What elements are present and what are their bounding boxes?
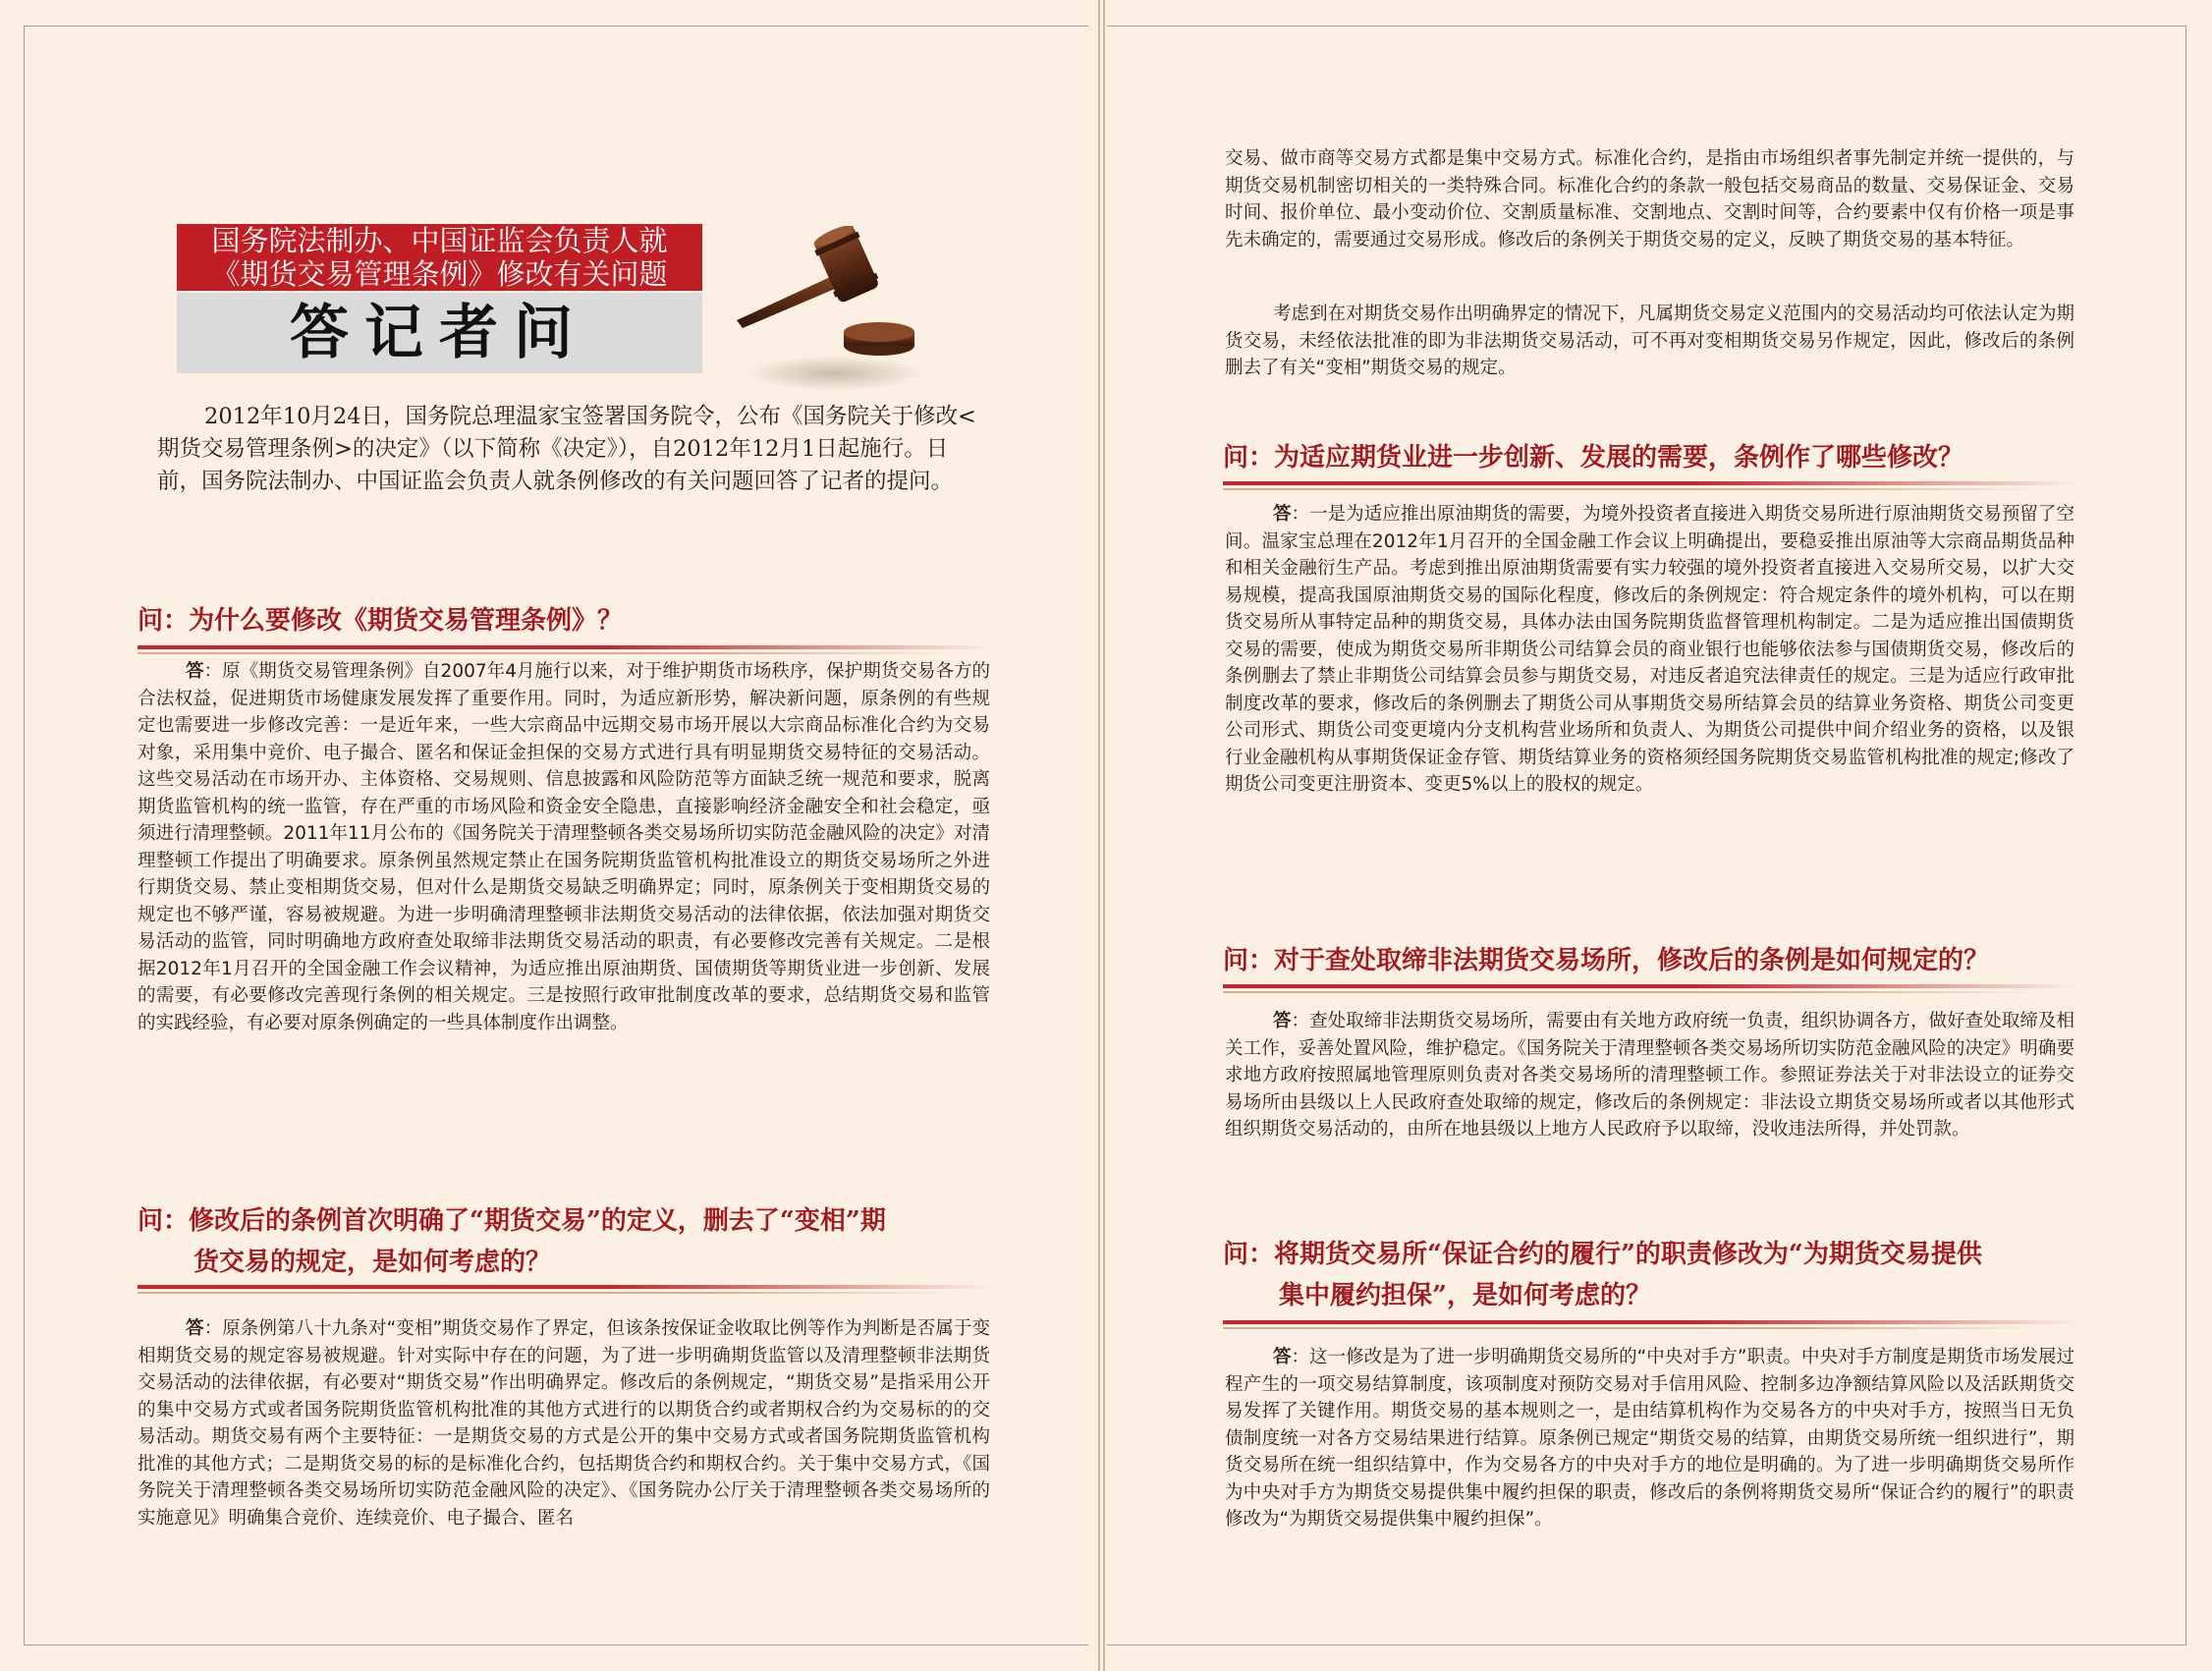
question-2-rule <box>138 1285 992 1289</box>
answer-label: 答 <box>1273 1347 1292 1367</box>
answer-2-continuation: 交易、做市商等交易方式都是集中交易方式。标准化合约，是指由市场组织者事先制定并统一提供的，与期货交易机制密切相关的一类特殊合同。标准化合约的条款一般包括交易商品的数量、交易保证金、交易时间、报价单位、最小变动价位、交割质量标准、交割地点、交割时间等，合约要素中仅有价格一项是事先未确定的，需要通过交易形成。修改后的条例关于期货交易的定义，反映了期货交易的基本特征。 <box>1225 148 2074 251</box>
answer-1-text: 答：原《期货交易管理条例》自2007年4月施行以来，对于维护期货市场秩序，保护期货交易各方的合法权益，促进期货市场健康发展发挥了重要作用。同时，为适应新形势，解决新问题，原条例的有些规定也需要进一步修改完善：一是近年来，一些大宗商品中远期交易市场开展以大宗商品标准化合约为交易对象，采用集中竞价、电子撮合、匿名和保证金担保的交易方式进行具有明显期货交易特征的交易活动。这些交易活动在市场开办、主体资格、交易规则、信息披露和风险防范等方面缺乏统一规范和要求，脱离期货监管机构的统一监管，存在严重的市场风险和资金安全隐患，直接影响经济金融安全和社会稳定，亟须进行清理整顿。2011年11月公布的《国务院关于清理整顿各类交易场所切实防范金融风险的决定》对清理整顿工作提出了明确要求。原条例虽然规定禁止在国务院期货监管机构批准设立的期货交易场所之外进行期货交易、禁止变相期货交易，但对什么是期货交易缺乏明确界定；同时，原条例关于变相期货交易的规定也不够严谨，容易被规避。为进一步明确清理整顿非法期货交易活动的法律依据，依法加强对期货交易活动的监管，同时明确地方政府查处取缔非法期货交易活动的职责，有必要修改完善有关规定。二是根据2012年1月召开的全国金融工作会议精神，为适应推出原油期货、国债期货等期货业进一步创新、发展的需要，有必要修改完善现行条例的相关规定。三是按照行政审批制度改革的要求，总结期货交易和监管的实践经验，有必要对原条例确定的一些具体制度作出调整。 <box>138 661 990 1033</box>
gavel-icon <box>727 226 923 393</box>
title-line-2: 《期货交易管理条例》修改有关问题 <box>211 257 668 291</box>
question-2-heading: 问：修改后的条例首次明确了“期货交易”的定义，删去了“变相”期 货交易的规定，是如何考虑的？ <box>138 1206 886 1277</box>
page-title: 答记者问 <box>290 299 588 367</box>
title-banner <box>177 224 702 291</box>
answer-5-text: 答：这一修改是为了进一步明确期货交易所的“中央对手方”职责。中央对手方制度是期货市场发展过程产生的一项交易结算制度，该项制度对预防交易对手信用风险、控制多边净额结算风险以及活跃期货交易发挥了关键作用。期货交易的基本规则之一，是由结算机构作为交易各方的中央对手方，按照当日无负债制度统一对各方交易结果进行结算。原条例已规定“期货交易的结算，由期货交易所统一组织进行”，期货交易所在统一组织结算中，作为交易各方的中央对手方的地位是明确的。为了进一步明确期货交易所作为中央对手方为期货交易提供集中履约担保的职责，修改后的条例将期货交易所“保证合约的履行”的职责修改为“为期货交易提供集中履约担保”。 <box>1225 1347 2074 1530</box>
title-line-1: 国务院法制办、中国证监会负责人就 <box>211 224 668 257</box>
answer-label: 答 <box>186 1318 204 1339</box>
question-1-heading: 问：为什么要修改《期货交易管理条例》？ <box>138 606 624 636</box>
question-5-rule <box>1223 1320 2077 1324</box>
question-4-rule <box>1223 984 2077 988</box>
intro-paragraph: 2012年10月24日，国务院总理温家宝签署国务院令，公布《国务院关于修改<期货交易管理条例>的决定》（以下简称《决定》），自2012年12月1日起施行。日前，国务院法制办、中国证监会负责人就条例修改的有关问题回答了记者的提问。 <box>157 404 976 494</box>
question-5-heading: 问：将期货交易所“保证合约的履行”的职责修改为“为期货交易提供 集中履约担保”，是如何考虑的？ <box>1223 1240 1982 1310</box>
answer-3-text: 答：一是为适应推出原油期货的需要，为境外投资者直接进入期货交易所进行原油期货交易预留了空间。温家宝总理在2012年1月召开的全国金融工作会议上明确提出，要稳妥推出原油等大宗商品期货品种和相关金融衍生产品。考虑到推出原油期货需要有实力较强的境外投资者直接进入交易所交易，以扩大交易规模，提高我国原油期货交易的国际化程度，修改后的条例规定：符合规定条件的境外机构，可以在期货交易所从事特定品种的期货交易，具体办法由国务院期货监督管理机构制定。二是为适应推出国债期货交易的需要，使成为期货交易所非期货公司结算会员的商业银行也能够依法参与国债期货交易，修改后的条例删去了禁止非期货公司结算会员参与期货交易，对违反者追究法律责任的规定。三是为适应行政审批制度改革的要求，修改后的条例删去了期货公司从事期货交易所结算会员的结算业务资格、期货公司变更公司形式、期货公司变更境内分支机构营业场所和负责人、为期货公司提供中间介绍业务的资格，以及银行业金融机构从事期货保证金存管、期货结算业务的资格须经国务院期货交易监管机构批准的规定;修改了期货公司变更注册资本、变更5%以上的股权的规定。 <box>1225 504 2074 795</box>
answer-label: 答 <box>186 661 204 682</box>
question-1-rule <box>138 645 992 649</box>
book-spine-left <box>1098 0 1100 1671</box>
answer-2-continuation-2: 考虑到在对期货交易作出明确界定的情况下，凡属期货交易定义范围内的交易活动均可依法认定为期货交易，未经依法批准的即为非法期货交易活动，可不再对变相期货交易另作规定，因此，修改后的条例删去了有关“变相”期货交易的规定。 <box>1225 304 2074 378</box>
question-3-heading: 问：为适应期货业进一步创新、发展的需要，条例作了哪些修改？ <box>1223 443 1964 473</box>
answer-2-text: 答：原条例第八十九条对“变相”期货交易作了界定，但该条按保证金收取比例等作为判断是否属于变相期货交易的规定容易被规避。针对实际中存在的问题，为了进一步明确期货监管以及清理整顿非法期货交易活动的法律依据，有必要对“期货交易”作出明确界定。修改后的条例规定，“期货交易”是指采用公开的集中交易方式或者国务院期货监管机构批准的其他方式进行的以期货合约或者期权合约为交易标的的交易活动。期货交易有两个主要特征：一是期货交易的方式是公开的集中交易方式或者国务院期货监管机构批准的其他方式；二是期货交易的标的是标准化合约，包括期货合约和期权合约。关于集中交易方式，《国务院关于清理整顿各类交易场所切实防范金融风险的决定》、《国务院办公厅关于清理整顿各类交易场所的实施意见》明确集合竞价、连续竞价、电子撮合、匿名 <box>138 1318 990 1529</box>
question-4-heading: 问：对于查处取缔非法期货交易场所，修改后的条例是如何规定的？ <box>1223 946 1990 975</box>
book-spine-right <box>1103 0 1105 1671</box>
question-3-rule <box>1223 481 2077 485</box>
answer-4-text: 答：查处取缔非法期货交易场所，需要由有关地方政府统一负责，组织协调各方，做好查处取缔及相关工作，妥善处置风险，维护稳定。《国务院关于清理整顿各类交易场所切实防范金融风险的决定》明确要求地方政府按照属地管理原则负责对各类交易场所的清理整顿工作。参照证券法关于对非法设立的证券交易场所由县级以上人民政府查处取缔的规定，修改后的条例规定：非法设立期货交易场所或者以其他形式组织期货交易活动的，由所在地县级以上地方人民政府予以取缔，没收违法所得，并处罚款。 <box>1225 1011 2074 1140</box>
answer-label: 答 <box>1273 504 1292 525</box>
answer-label: 答 <box>1273 1011 1292 1031</box>
